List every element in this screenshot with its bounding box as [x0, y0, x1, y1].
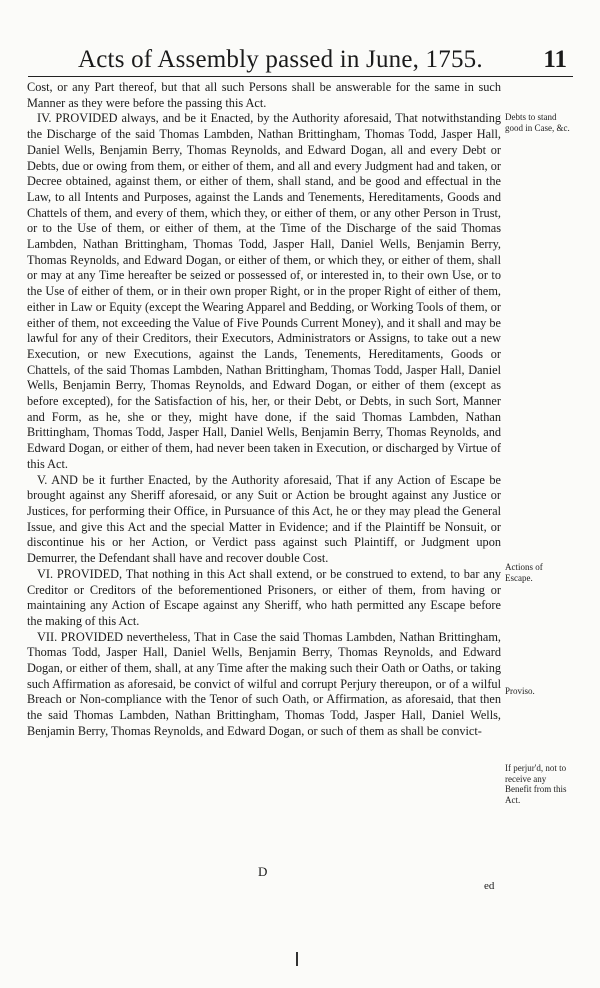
- margin-note-perjury: If perjur'd, not to receive any Benefit from this Act.: [505, 763, 567, 805]
- margin-note-actions-of-escape: Actions of Escape.: [505, 562, 543, 583]
- margin-note-proviso: Proviso.: [505, 686, 535, 696]
- header-rule: [28, 76, 573, 77]
- page-title: Acts of Assembly passed in June, 1755.: [78, 46, 483, 73]
- paragraph-section-vii: VII. PROVIDED nevertheless, That in Case the said Thomas Lambden, Nathan Brittingham, Thomas Todd, Jasper Hall, Daniel Wells, Benjamin Berry, Thomas Reynolds, and Edward Dogan, or either of them, shall, at any Time after the making such their Oath or Oaths, or taking such Affirmation as aforesaid, be convict of wilful and corrupt Perjury thereupon, or of a wilful Breach or Non-compliance with the Tenor of such Oath, or Affirmation, as aforesaid, that then the said Thomas Lambden, Nathan Brittingham, Thomas Todd, Jasper Hall, Daniel Wells, Benjamin Berry, Thomas Reynolds, and Edward Dogan, or such of them as shall be convict-: [27, 629, 501, 738]
- paragraph-section-iv: IV. PROVIDED always, and be it Enacted, by the Authority aforesaid, That notwithstanding the Discharge of the said Thomas Lambden, Nathan Brittingham, Thomas Todd, Jasper Hall, Daniel Wells, Benjamin Berry, Thomas Reynolds, and Edward Dogan, all and every Debt or Debts, due or owing from them, or either of them, and all and every Judgment had and taken, or Decree obtained, against them, or either of them, shall stand, and be good and effectual in the Law, to all Intents and Purposes, against the Lands and Tenements, Hereditaments, Goods and Chattels of them, and every of them, which they, or either of them, or any other Person in Trust, or to the Use of them, or either of them, at the Time of the Discharge of the said Thomas Lambden, Nathan Brittingham, Thomas Todd, Jasper Hall, Daniel Wells, Benjamin Berry, Thomas Reynolds, and Edward Dogan, or either of them, or which they, or either of them, shall or may at any Time hereafter be seized or possessed of, or interested in, to their own Use, or to the Use of either of them, or in their own proper Right, or in the proper Right of either of them, either in Law or Equity (except the Wearing Apparel and Bedding, or Working Tools of them, or either of them, not exceeding the Value of Five Pounds Current Money), and it shall and may be lawful for any of their Creditors, their Executors, Administrators or Assigns, to take out a new Execution, or new Executions, against the Lands, Tenements, Hereditaments, Goods or Chattels, of the said Thomas Lambden, Nathan Brittingham, Thomas Todd, Jasper Hall, Daniel Wells, Benjamin Berry, Thomas Reynolds, and Edward Dogan, or either of them (except as before excepted), for the Satisfaction of his, her, or their Debt, or Debts, in such Sort, Manner and Form, as he, she or they, might have done, if the said Thomas Lambden, Nathan Brittingham, Thomas Todd, Jasper Hall, Daniel Wells, Benjamin Berry, Thomas Reynolds, and Edward Dogan, or either of them, had never been taken in Execution, or discharged by Virtue of this Act.: [27, 111, 501, 471]
- running-header: [28, 44, 573, 78]
- paragraph-continuation: Cost, or any Part thereof, but that all such Persons shall be answerable for the same in such Manner as they were before the passing this Act.: [27, 80, 501, 110]
- catchword: ed: [484, 880, 495, 892]
- act-text: [27, 80, 501, 740]
- paragraph-section-v: V. AND be it further Enacted, by the Authority aforesaid, That if any Action of Escape be brought against any Sheriff aforesaid, or any Suit or Action be brought against any Justice or Justices, for performing their Office, in Pursuance of this Act, he or they may plead the General Issue, and give this Act and the special Matter in Evidence; and if the Plaintiff be Nonsuit, or discontinue his or her Action, or Verdict pass against such Plaintiff, or Judgment upon Demurrer, the Defendant shall have and recover double Cost.: [27, 472, 501, 566]
- paragraph-section-vi: VI. PROVIDED, That nothing in this Act shall extend, or be construed to extend, to bar any Creditor or Creditors of the beforementioned Prisoners, or either of them, from having or maintaining any Action of Escape against any Sheriff, who hath permitted any Escape before the making of this Act.: [27, 566, 501, 628]
- binding-mark: [296, 952, 298, 966]
- margin-note-debts: Debts to stand good in Case, &c.: [505, 112, 570, 133]
- page-number: 11: [543, 46, 567, 73]
- signature-mark: D: [258, 864, 268, 879]
